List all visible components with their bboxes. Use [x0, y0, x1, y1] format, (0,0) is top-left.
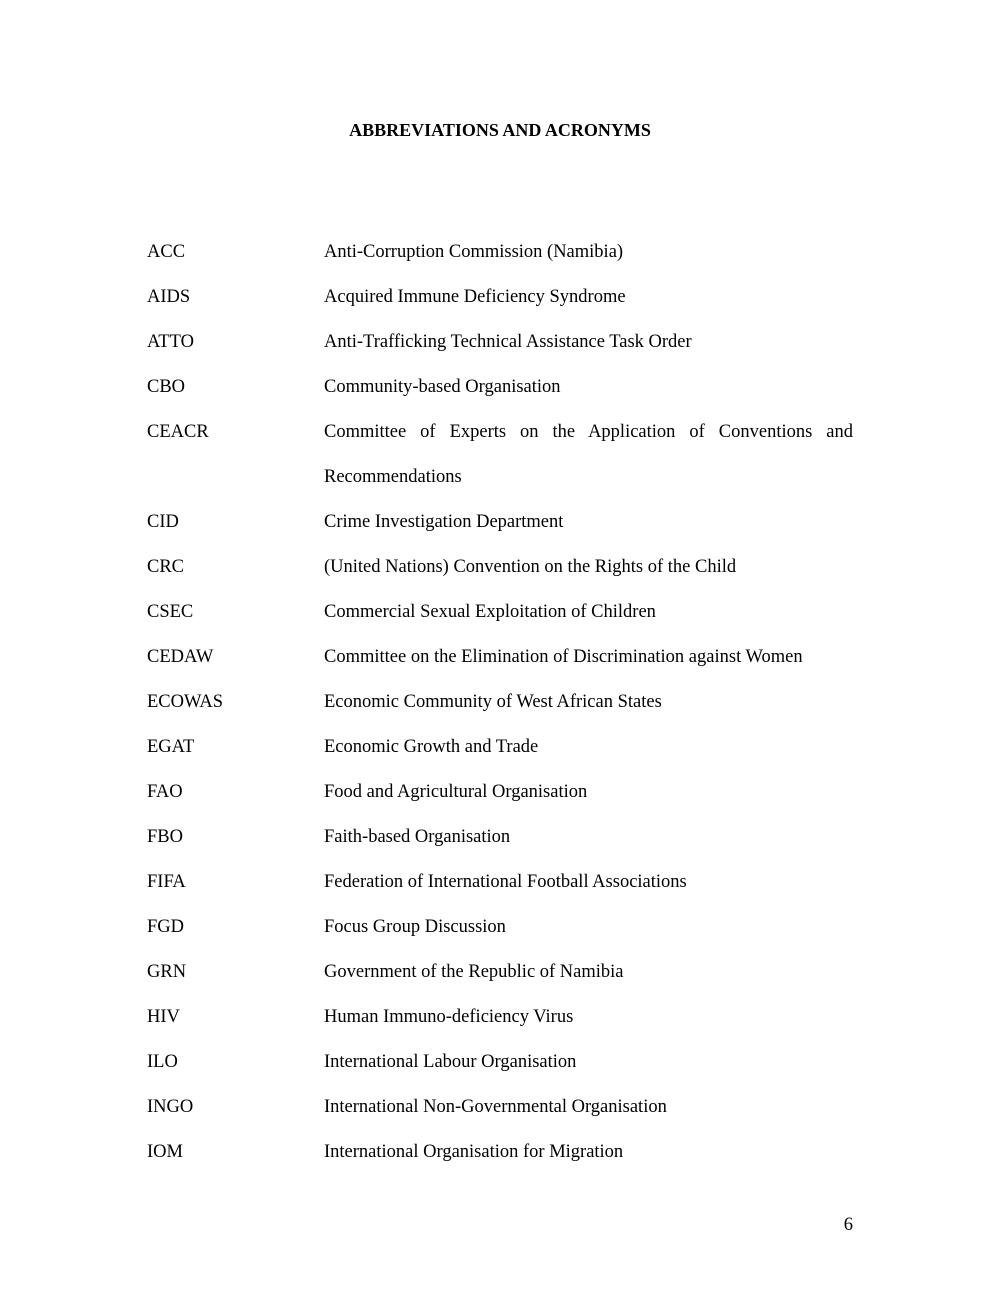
abbreviation-term: CEDAW [147, 647, 214, 667]
abbreviation-definition: International Labour Organisation [324, 1052, 577, 1072]
abbreviation-definition: Crime Investigation Department [324, 512, 564, 532]
abbreviation-definition: Government of the Republic of Namibia [324, 962, 624, 982]
abbreviation-term: ECOWAS [147, 692, 224, 712]
list-item [147, 230, 853, 275]
abbreviation-definition: Committee of Experts on the Application of Conventions and Recommendations [324, 422, 853, 487]
abbreviation-term: CEACR [147, 422, 209, 442]
list-item [147, 365, 853, 410]
abbreviation-definition: International Organisation for Migration [324, 1142, 624, 1162]
list-item [147, 995, 853, 1040]
abbreviation-term: EGAT [147, 737, 195, 757]
abbreviation-term: CID [147, 512, 179, 532]
abbreviation-definition: Anti-Trafficking Technical Assistance Task Order [324, 332, 692, 352]
list-item [147, 815, 853, 860]
list-item [147, 410, 853, 500]
abbreviation-term: ILO [147, 1052, 178, 1072]
abbreviation-term: AIDS [147, 287, 191, 307]
abbreviation-definition: Focus Group Discussion [324, 917, 506, 937]
abbreviation-definition: (United Nations) Convention on the Rights of the Child [324, 557, 737, 577]
list-item [147, 590, 853, 635]
list-item [147, 275, 853, 320]
abbreviation-list [147, 230, 853, 1175]
list-item [147, 320, 853, 365]
list-item [147, 950, 853, 995]
abbreviation-term: ATTO [147, 332, 194, 352]
page-number: 6 [843, 1215, 853, 1235]
abbreviation-term: FGD [147, 917, 185, 937]
list-item [147, 1040, 853, 1085]
page-title: ABBREVIATIONS AND ACRONYMS [349, 120, 651, 140]
list-item [147, 1130, 853, 1175]
list-item [147, 860, 853, 905]
abbreviation-term: ACC [147, 242, 186, 262]
list-item [147, 725, 853, 770]
abbreviation-definition: Human Immuno-deficiency Virus [324, 1007, 574, 1027]
abbreviation-definition: International Non-Governmental Organisation [324, 1097, 667, 1117]
abbreviation-term: FIFA [147, 872, 186, 892]
abbreviation-definition: Economic Community of West African States [324, 692, 662, 712]
abbreviation-definition: Faith-based Organisation [324, 827, 511, 847]
abbreviation-term: FBO [147, 827, 183, 847]
list-item [147, 1085, 853, 1130]
abbreviation-term: IOM [147, 1142, 183, 1162]
abbreviation-term: GRN [147, 962, 187, 982]
abbreviation-definition: Economic Growth and Trade [324, 737, 539, 757]
abbreviation-definition: Federation of International Football Associations [324, 872, 687, 892]
abbreviation-definition: Acquired Immune Deficiency Syndrome [324, 287, 626, 307]
list-item [147, 905, 853, 950]
abbreviation-term: INGO [147, 1097, 194, 1117]
abbreviation-definition: Anti-Corruption Commission (Namibia) [324, 242, 624, 262]
abbreviation-term: CSEC [147, 602, 194, 622]
abbreviation-term: FAO [147, 782, 183, 802]
abbreviation-definition: Committee on the Elimination of Discrimination against Women [324, 647, 803, 667]
list-item [147, 635, 853, 680]
abbreviation-term: HIV [147, 1007, 180, 1027]
list-item [147, 500, 853, 545]
abbreviation-definition: Community-based Organisation [324, 377, 561, 397]
abbreviation-term: CRC [147, 557, 185, 577]
abbreviation-term: CBO [147, 377, 186, 397]
list-item [147, 545, 853, 590]
list-item [147, 680, 853, 725]
list-item [147, 770, 853, 815]
abbreviation-definition: Commercial Sexual Exploitation of Children [324, 602, 656, 622]
abbreviation-definition: Food and Agricultural Organisation [324, 782, 588, 802]
